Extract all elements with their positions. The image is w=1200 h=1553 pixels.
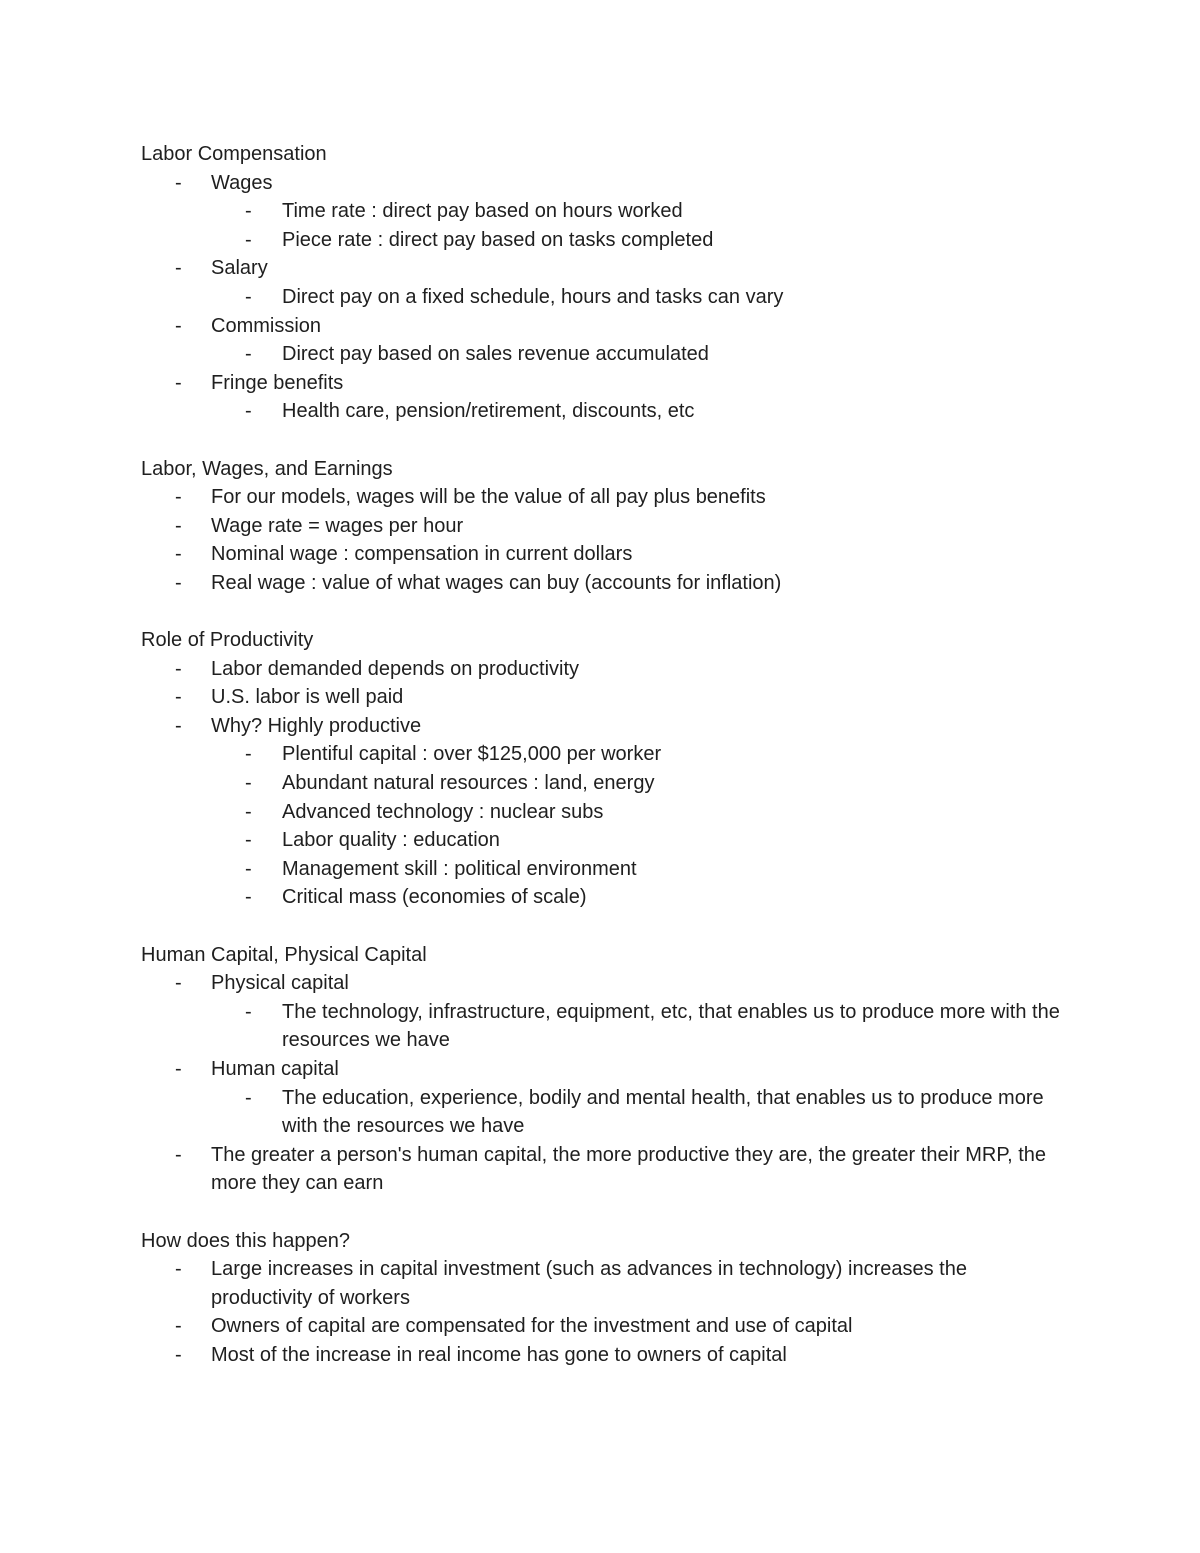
dash-bullet-icon: - <box>175 1343 182 1366</box>
section-heading: How does this happen? <box>141 1229 351 1252</box>
sub-bullet-item <box>141 740 1061 769</box>
section-heading: Labor, Wages, and Earnings <box>141 457 393 480</box>
bullet-item <box>141 312 1061 341</box>
sub-bullet-item <box>141 1084 1061 1141</box>
sub-bullet-item <box>141 855 1061 884</box>
bullet-item <box>141 540 1061 569</box>
sub-bullet-item <box>141 883 1061 912</box>
document-page <box>141 140 1061 1398</box>
section <box>141 140 1061 426</box>
section <box>141 941 1061 1198</box>
bullet-text: Large increases in capital investment (such as advances in technology) increases the productivity of workers <box>211 1258 967 1309</box>
dash-bullet-icon: - <box>245 772 252 795</box>
dash-bullet-icon: - <box>175 514 182 537</box>
dash-bullet-icon: - <box>175 714 182 737</box>
section-heading: Role of Productivity <box>141 629 314 652</box>
bullet-text: Owners of capital are compensated for the investment and use of capital <box>211 1315 853 1338</box>
bullet-item <box>141 483 1061 512</box>
bullet-text: Health care, pension/retirement, discounts, etc <box>282 400 695 423</box>
dash-bullet-icon: - <box>175 371 182 394</box>
sub-bullet-item <box>141 769 1061 798</box>
dash-bullet-icon: - <box>175 686 182 709</box>
bullet-text: Direct pay based on sales revenue accumulated <box>282 343 709 366</box>
sub-bullet-item <box>141 397 1061 426</box>
bullet-item <box>141 369 1061 398</box>
bullet-text: Plentiful capital : over $125,000 per worker <box>282 743 662 766</box>
dash-bullet-icon: - <box>245 400 252 423</box>
bullet-item <box>141 512 1061 541</box>
bullet-text: Management skill : political environment <box>282 857 637 880</box>
dash-bullet-icon: - <box>245 743 252 766</box>
dash-bullet-icon: - <box>175 1143 182 1166</box>
sub-bullet-item <box>141 226 1061 255</box>
bullet-text: Labor quality : education <box>282 829 500 852</box>
section-heading: Human Capital, Physical Capital <box>141 943 427 966</box>
bullet-item <box>141 655 1061 684</box>
bullet-item <box>141 969 1061 998</box>
bullet-item <box>141 1341 1061 1370</box>
dash-bullet-icon: - <box>245 1086 252 1109</box>
sub-bullet-item <box>141 283 1061 312</box>
dash-bullet-icon: - <box>245 857 252 880</box>
dash-bullet-icon: - <box>175 171 182 194</box>
bullet-text: Human capital <box>211 1058 339 1080</box>
section <box>141 626 1061 912</box>
section <box>141 455 1061 598</box>
bullet-item <box>141 569 1061 598</box>
dash-bullet-icon: - <box>245 285 252 308</box>
bullet-text: Real wage : value of what wages can buy (accounts for inflation) <box>211 571 782 594</box>
bullet-text: Why? Highly productive <box>211 714 422 737</box>
sub-bullet-item <box>141 197 1061 226</box>
bullet-text: Fringe benefits <box>211 371 344 394</box>
dash-bullet-icon: - <box>245 886 252 909</box>
bullet-text: U.S. labor is well paid <box>211 686 404 709</box>
bullet-item <box>141 712 1061 741</box>
dash-bullet-icon: - <box>245 200 252 223</box>
bullet-item <box>141 1055 1061 1084</box>
bullet-item <box>141 683 1061 712</box>
bullet-text: Physical capital <box>211 972 349 995</box>
bullet-text: Direct pay on a fixed schedule, hours and tasks can vary <box>282 285 784 308</box>
dash-bullet-icon: - <box>175 1058 182 1080</box>
bullet-text: Salary <box>211 257 268 280</box>
bullet-item <box>141 1255 1061 1312</box>
bullet-text: Nominal wage : compensation in current dollars <box>211 543 633 566</box>
dash-bullet-icon: - <box>175 1315 182 1338</box>
bullet-text: Commission <box>211 314 322 337</box>
bullet-text: The greater a person's human capital, the more productive they are, the greater their MRP, the more they can earn <box>211 1143 1047 1195</box>
dash-bullet-icon: - <box>245 1000 252 1023</box>
section <box>141 1227 1061 1370</box>
bullet-text: The technology, infrastructure, equipment, etc, that enables us to produce more with the resources we have <box>282 1000 1060 1052</box>
bullet-item <box>141 1312 1061 1341</box>
dash-bullet-icon: - <box>175 486 182 509</box>
bullet-item <box>141 169 1061 198</box>
bullet-text: Piece rate : direct pay based on tasks completed <box>282 228 714 251</box>
bullet-text: For our models, wages will be the value of all pay plus benefits <box>211 486 766 509</box>
bullet-text: Critical mass (economies of scale) <box>282 886 587 909</box>
sub-bullet-item <box>141 826 1061 855</box>
bullet-item <box>141 254 1061 283</box>
bullet-text: Abundant natural resources : land, energy <box>282 772 655 795</box>
dash-bullet-icon: - <box>175 543 182 566</box>
section-heading: Labor Compensation <box>141 143 327 165</box>
sub-bullet-item <box>141 798 1061 827</box>
dash-bullet-icon: - <box>245 343 252 366</box>
dash-bullet-icon: - <box>175 1258 182 1281</box>
dash-bullet-icon: - <box>175 571 182 594</box>
bullet-item <box>141 1141 1061 1198</box>
dash-bullet-icon: - <box>245 228 252 251</box>
dash-bullet-icon: - <box>175 972 182 995</box>
bullet-text: The education, experience, bodily and mental health, that enables us to produce more with the resources we have <box>282 1086 1044 1138</box>
sub-bullet-item <box>141 998 1061 1055</box>
dash-bullet-icon: - <box>175 314 182 337</box>
bullet-text: Advanced technology : nuclear subs <box>282 800 604 823</box>
dash-bullet-icon: - <box>245 800 252 823</box>
dash-bullet-icon: - <box>245 829 252 852</box>
bullet-text: Wages <box>211 171 273 194</box>
sub-bullet-item <box>141 340 1061 369</box>
bullet-text: Labor demanded depends on productivity <box>211 657 580 680</box>
dash-bullet-icon: - <box>175 657 182 680</box>
bullet-text: Time rate : direct pay based on hours worked <box>282 200 683 223</box>
bullet-text: Most of the increase in real income has gone to owners of capital <box>211 1343 787 1366</box>
dash-bullet-icon: - <box>175 257 182 280</box>
bullet-text: Wage rate = wages per hour <box>211 514 464 537</box>
